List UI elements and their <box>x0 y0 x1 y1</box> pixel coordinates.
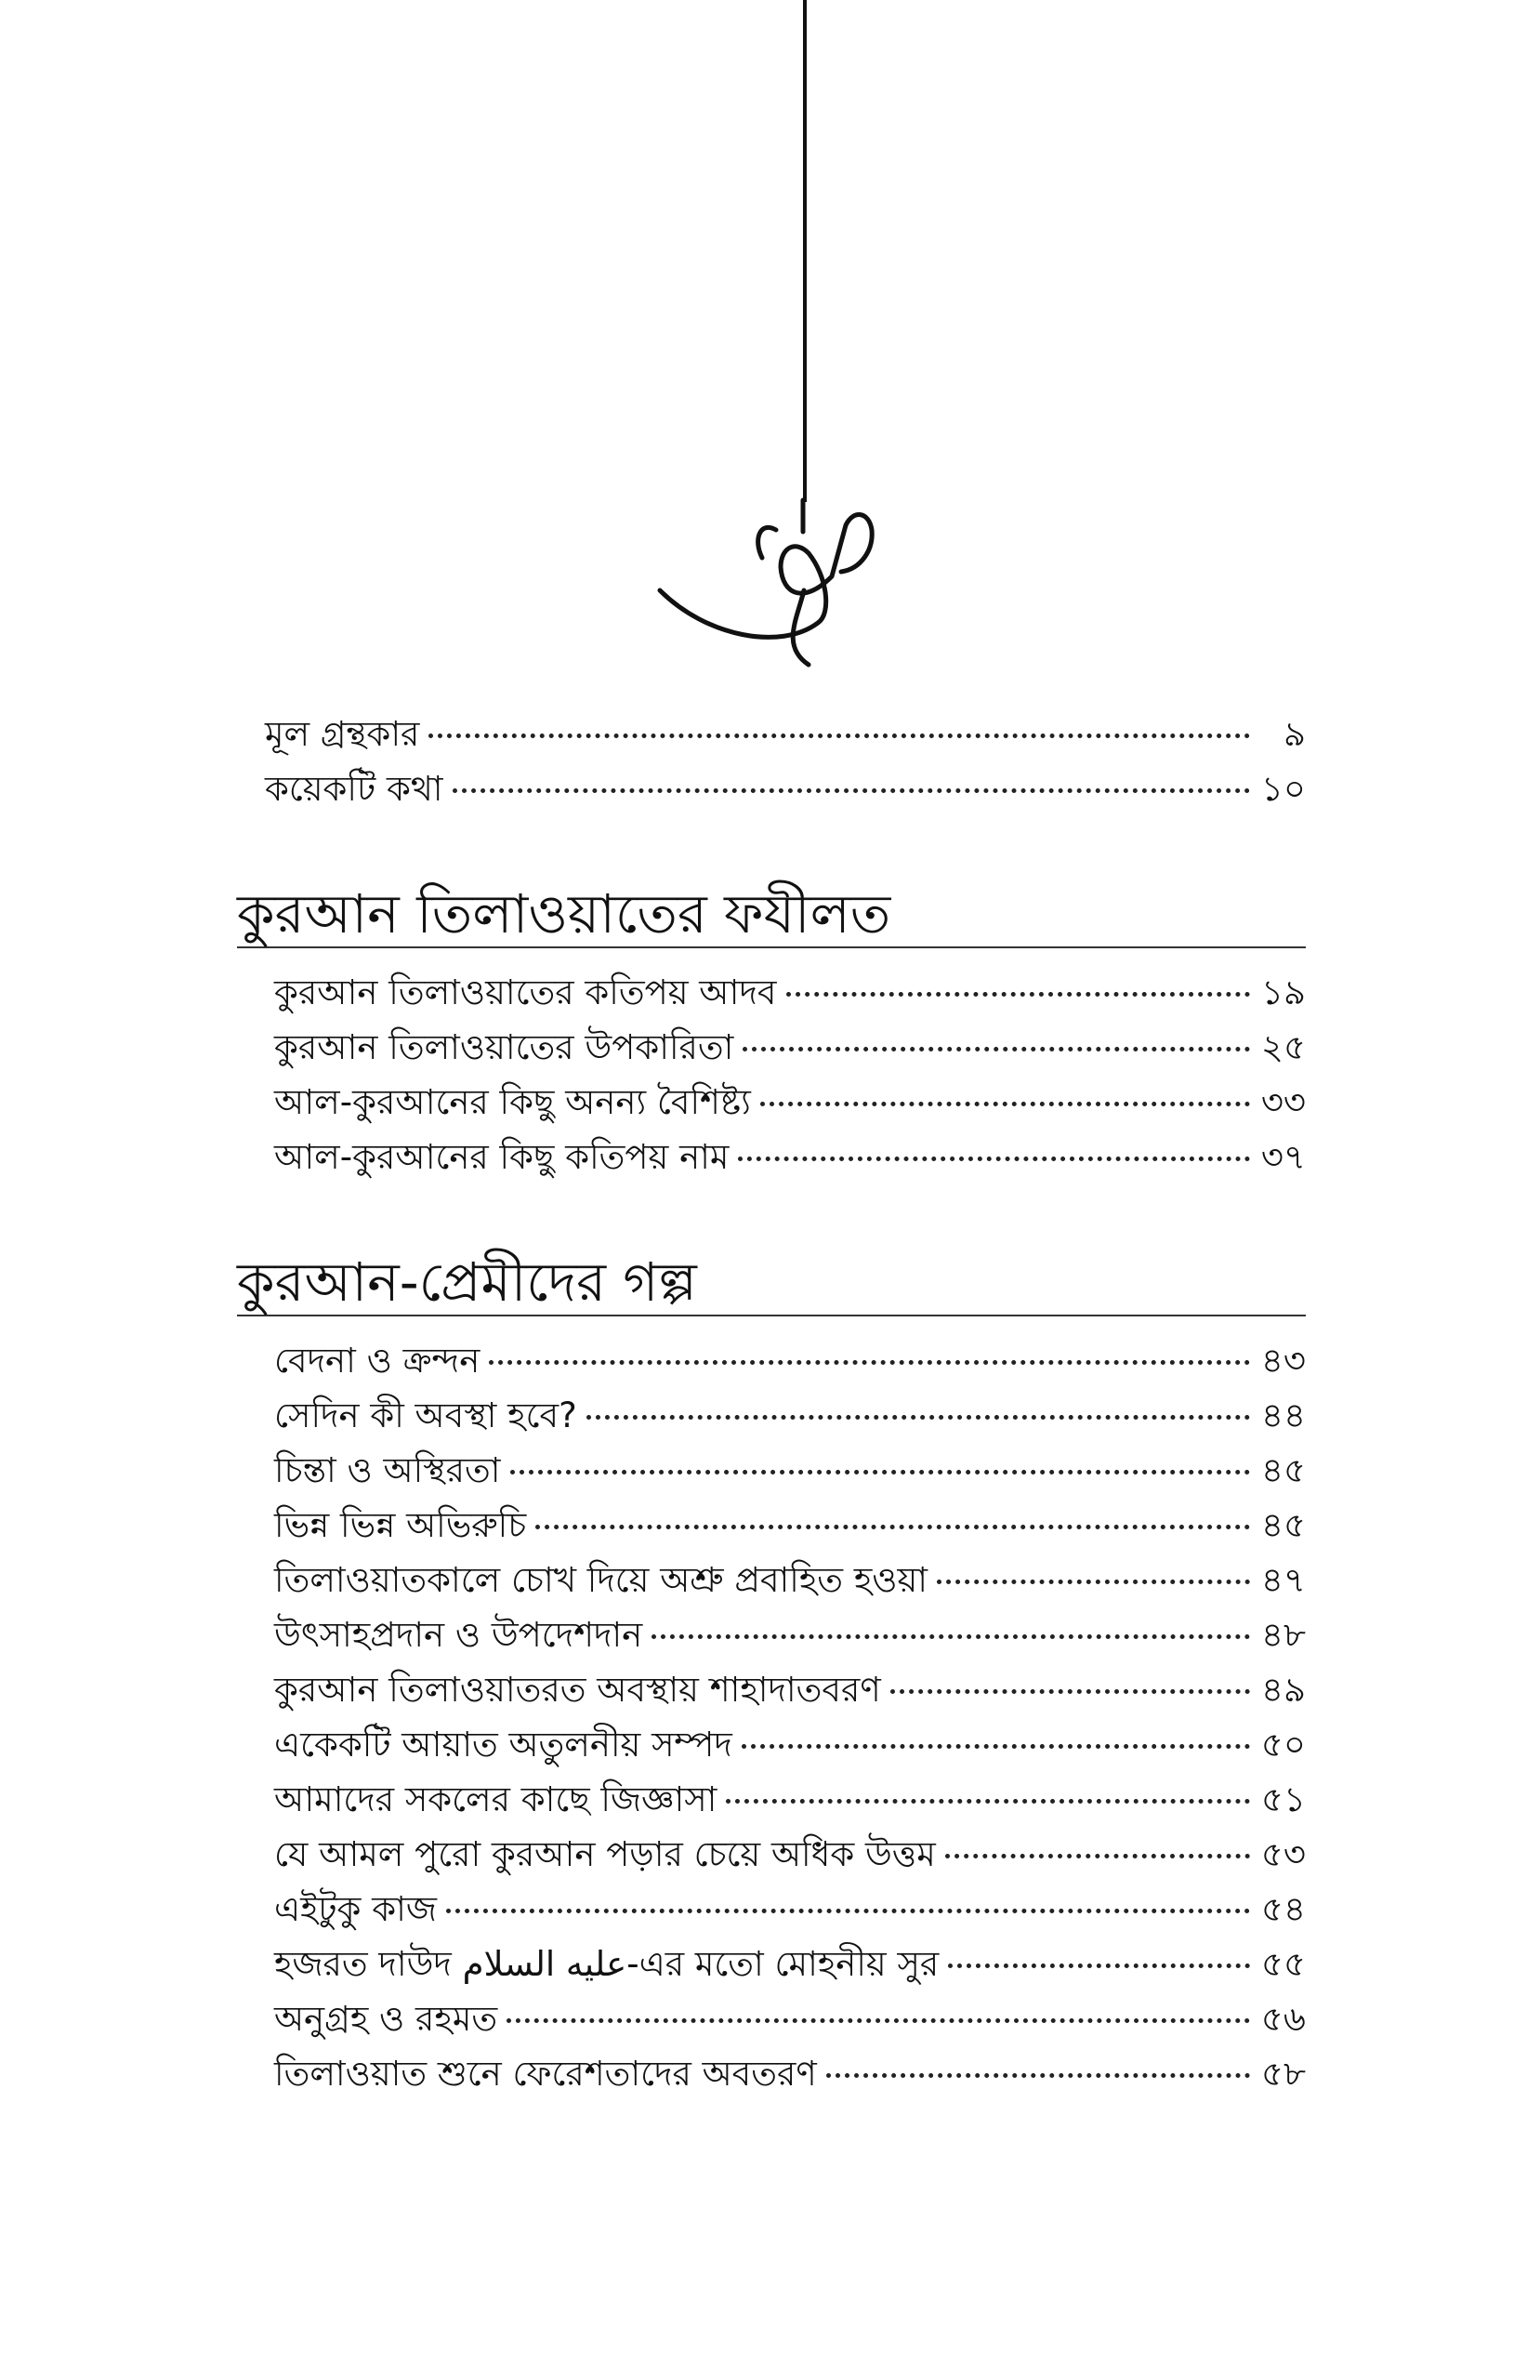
entry-page-number: ১৯ <box>1260 972 1306 1012</box>
entry-title: একেকটি আয়াত অতুলনীয় সম্পদ <box>274 1725 732 1765</box>
toc-entry[interactable] <box>274 1937 1306 1991</box>
toc-entry[interactable] <box>265 761 1306 816</box>
toc-entry[interactable] <box>274 1443 1306 1498</box>
dot-leader <box>428 734 1250 738</box>
calligraphy-graphic <box>641 465 911 679</box>
dot-leader <box>507 2018 1250 2023</box>
section-entry-list <box>237 1333 1306 2101</box>
entry-page-number: ৩৩ <box>1260 1082 1306 1122</box>
entry-page-number: ৪৫ <box>1260 1505 1306 1545</box>
section-entry-list <box>237 965 1306 1184</box>
entry-title: চিন্তা ও অস্থিরতা <box>274 1450 501 1490</box>
toc-entry[interactable] <box>274 965 1306 1020</box>
entry-title: কয়েকটি কথা <box>265 769 443 809</box>
section-virtue <box>237 881 1306 1184</box>
entry-title: আমাদের সকলের কাছে জিজ্ঞাসা <box>274 1779 717 1819</box>
hanging-line <box>803 0 807 502</box>
toc-entry[interactable] <box>274 1662 1306 1717</box>
entry-title: উৎসাহপ্রদান ও উপদেশদান <box>274 1615 643 1655</box>
entry-title: আল-কুরআনের কিছু কতিপয় নাম <box>274 1137 730 1177</box>
section-underline <box>237 1315 1306 1316</box>
dot-leader <box>760 1102 1250 1106</box>
dot-leader <box>742 1744 1250 1749</box>
dot-leader <box>535 1525 1250 1529</box>
entry-title: বেদনা ও ক্রন্দন <box>274 1341 480 1381</box>
entry-title: আল-কুরআনের কিছু অনন্য বৈশিষ্ট্য <box>274 1082 751 1122</box>
entry-title: কুরআন তিলাওয়াতের কতিপয় আদব <box>274 972 777 1012</box>
toc-entry[interactable] <box>274 1388 1306 1443</box>
entry-title: কুরআন তিলাওয়াতের উপকারিতা <box>274 1027 734 1067</box>
dot-leader <box>489 1360 1250 1365</box>
entry-page-number: ৪৮ <box>1260 1615 1306 1655</box>
entry-page-number: ২৫ <box>1260 1027 1306 1067</box>
entry-title: তিলাওয়াত শুনে ফেরেশতাদের অবতরণ <box>274 2054 817 2094</box>
entry-page-number: ৪৪ <box>1260 1395 1306 1435</box>
dot-leader <box>726 1799 1250 1804</box>
toc-entry[interactable] <box>274 1772 1306 1827</box>
toc-entry[interactable] <box>274 1020 1306 1075</box>
dot-leader <box>948 1964 1250 1968</box>
entry-page-number: ৪৯ <box>1260 1670 1306 1710</box>
dot-leader <box>510 1470 1250 1474</box>
entry-page-number: ৪৫ <box>1260 1450 1306 1490</box>
toc-entry[interactable] <box>274 1991 1306 2046</box>
dot-leader <box>738 1157 1250 1161</box>
entry-title: যে আমল পুরো কুরআন পড়ার চেয়ে অধিক উত্তম <box>274 1834 936 1874</box>
entry-title: মূল গ্রন্থকার <box>265 714 420 754</box>
toc-entry[interactable] <box>274 1333 1306 1388</box>
dot-leader <box>937 1580 1250 1584</box>
toc-entry[interactable] <box>274 1553 1306 1607</box>
dot-leader <box>446 1909 1250 1913</box>
toc-entry[interactable] <box>265 707 1306 761</box>
entry-page-number: ৩৭ <box>1260 1137 1306 1177</box>
dot-leader <box>586 1415 1250 1420</box>
entry-page-number: ৫৬ <box>1260 1999 1306 2039</box>
entry-page-number: ৫০ <box>1260 1725 1306 1765</box>
dot-leader <box>652 1634 1250 1639</box>
entry-page-number: ৫৫ <box>1260 1944 1306 1984</box>
table-of-contents <box>237 707 1306 2101</box>
toc-entry[interactable] <box>274 1075 1306 1130</box>
title-calligraphy <box>641 465 911 679</box>
section-stories <box>237 1250 1306 2101</box>
toc-entry[interactable] <box>274 1882 1306 1937</box>
entry-title: ভিন্ন ভিন্ন অভিরুচি <box>274 1505 527 1545</box>
dot-leader <box>743 1047 1250 1051</box>
dot-leader <box>453 788 1250 793</box>
entry-page-number: ৫১ <box>1260 1779 1306 1819</box>
entry-page-number: ৫৩ <box>1260 1834 1306 1874</box>
front-matter-list <box>237 707 1306 816</box>
dot-leader <box>945 1854 1250 1858</box>
dot-leader <box>826 2073 1250 2078</box>
entry-title: অনুগ্রহ ও রহমত <box>274 1999 498 2039</box>
toc-entry[interactable] <box>274 1827 1306 1882</box>
toc-entry[interactable] <box>274 1130 1306 1184</box>
section-heading <box>237 1250 1306 1316</box>
section-heading-text: কুরআন তিলাওয়াতের ফযীলত <box>237 882 891 945</box>
section-heading <box>237 881 1306 948</box>
entry-page-number: ৪৭ <box>1260 1560 1306 1600</box>
dot-leader <box>786 992 1251 997</box>
entry-title: সেদিন কী অবস্থা হবে? <box>274 1395 577 1435</box>
toc-entry[interactable] <box>274 1717 1306 1772</box>
toc-entry[interactable] <box>274 1607 1306 1662</box>
section-underline <box>237 946 1306 948</box>
entry-title: হজরত দাউদ عليه السلام-এর মতো মোহনীয় সুর <box>274 1944 940 1984</box>
section-heading-text: কুরআন-প্রেমীদের গল্প <box>237 1250 697 1314</box>
entry-title: কুরআন তিলাওয়াতরত অবস্থায় শাহাদাতবরণ <box>274 1670 881 1710</box>
toc-entry[interactable] <box>274 1498 1306 1553</box>
dot-leader <box>890 1689 1250 1694</box>
toc-entry[interactable] <box>274 2046 1306 2101</box>
entry-page-number: ৪৩ <box>1260 1341 1306 1381</box>
entry-title: তিলাওয়াতকালে চোখ দিয়ে অশ্রু প্রবাহিত হওয়া <box>274 1560 928 1600</box>
entry-page-number: ৫৪ <box>1260 1889 1306 1929</box>
entry-page-number: ৫৮ <box>1260 2054 1306 2094</box>
entry-title: এইটুকু কাজ <box>274 1889 437 1929</box>
entry-page-number: ৯ <box>1283 714 1306 754</box>
entry-page-number: ১০ <box>1260 769 1306 809</box>
